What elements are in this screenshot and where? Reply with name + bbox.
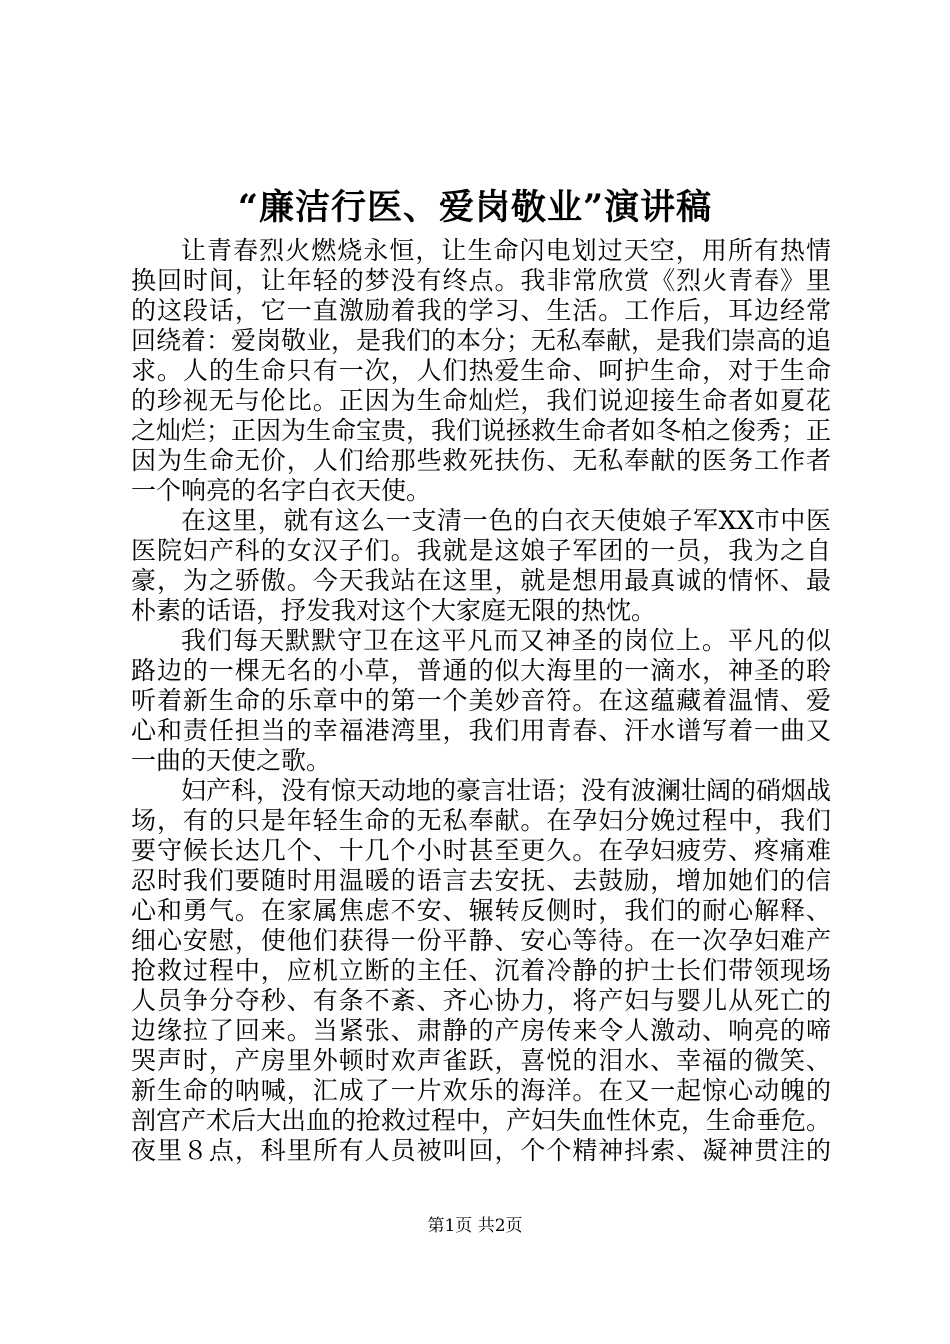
text-line: 夜里８点，科里所有人员被叫回，个个精神抖索、凝神贯注的 xyxy=(131,1136,831,1165)
document-title: “廉洁行医、爱岗敬业”演讲稿 xyxy=(237,187,713,228)
text-line: 场，有的只是年轻生命的无私奉献。在孕妇分娩过程中，我们 xyxy=(131,806,831,835)
text-line: 在这里，就有这么一支清一色的白衣天使娘子军XX市中医 xyxy=(181,506,831,535)
text-line: 的这段话，它一直激励着我的学习、生活。工作后，耳边经常 xyxy=(131,296,831,325)
text-line: 心和勇气。在家属焦虑不安、辗转反侧时，我们的耐心解释、 xyxy=(131,896,831,925)
text-line: 豪，为之骄傲。今天我站在这里，就是想用最真诚的情怀、最 xyxy=(131,566,831,595)
page-number-footer: 第1页 共2页 xyxy=(427,1216,523,1236)
text-line: 边缘拉了回来。当紧张、肃静的产房传来令人激动、响亮的啼 xyxy=(131,1016,831,1045)
text-line: 剖宫产术后大出血的抢救过程中，产妇失血性休克，生命垂危。 xyxy=(131,1106,832,1135)
text-line: 朴素的话语，抒发我对这个大家庭无限的热忱。 xyxy=(131,596,657,625)
text-line: 求。人的生命只有一次，人们热爱生命、呵护生命，对于生命 xyxy=(131,356,831,385)
text-line: 忍时我们要随时用温暖的语言去安抚、去鼓励，增加她们的信 xyxy=(131,866,831,895)
text-line: 让青春烈火燃烧永恒，让生命闪电划过天空，用所有热情 xyxy=(181,236,831,265)
text-line: 因为生命无价，人们给那些救死扶伤、无私奉献的医务工作者 xyxy=(131,446,831,475)
text-line: 抢救过程中，应机立断的主任、沉着冷静的护士长们带领现场 xyxy=(131,956,831,985)
text-line: 之灿烂；正因为生命宝贵，我们说拯救生命者如冬柏之俊秀；正 xyxy=(131,416,832,445)
text-line: 换回时间，让年轻的梦没有终点。我非常欣赏《烈火青春》里 xyxy=(131,266,831,295)
text-line: 的珍视无与伦比。正因为生命灿烂，我们说迎接生命者如夏花 xyxy=(131,386,831,415)
text-line: 细心安慰，使他们获得一份平静、安心等待。在一次孕妇难产 xyxy=(131,926,831,955)
text-line: 听着新生命的乐章中的第一个美妙音符。在这蕴藏着温情、爱 xyxy=(131,686,831,715)
text-line: 哭声时，产房里外顿时欢声雀跃，喜悦的泪水、幸福的微笑、 xyxy=(131,1046,831,1075)
text-line: 回绕着：爱岗敬业，是我们的本分；无私奉献，是我们崇高的追 xyxy=(131,326,832,355)
text-line: 新生命的呐喊，汇成了一片欢乐的海洋。在又一起惊心动魄的 xyxy=(131,1076,831,1105)
document-body xyxy=(131,236,831,1166)
text-line: 路边的一棵无名的小草，普通的似大海里的一滴水，神圣的聆 xyxy=(131,656,831,685)
text-line: 妇产科，没有惊天动地的豪言壮语；没有波澜壮阔的硝烟战 xyxy=(181,776,832,805)
text-line: 一个响亮的名字白衣天使。 xyxy=(131,476,432,505)
text-line: 医院妇产科的女汉子们。我就是这娘子军团的一员，我为之自 xyxy=(131,536,831,565)
text-line: 心和责任担当的幸福港湾里，我们用青春、汗水谱写着一曲又 xyxy=(131,716,831,745)
text-line: 我们每天默默守卫在这平凡而又神圣的岗位上。平凡的似 xyxy=(181,626,831,655)
text-line: 要守候长达几个、十几个小时甚至更久。在孕妇疲劳、疼痛难 xyxy=(131,836,831,865)
text-line: 一曲的天使之歌。 xyxy=(131,746,332,775)
text-line: 人员争分夺秒、有条不紊、齐心协力，将产妇与婴儿从死亡的 xyxy=(131,986,831,1015)
